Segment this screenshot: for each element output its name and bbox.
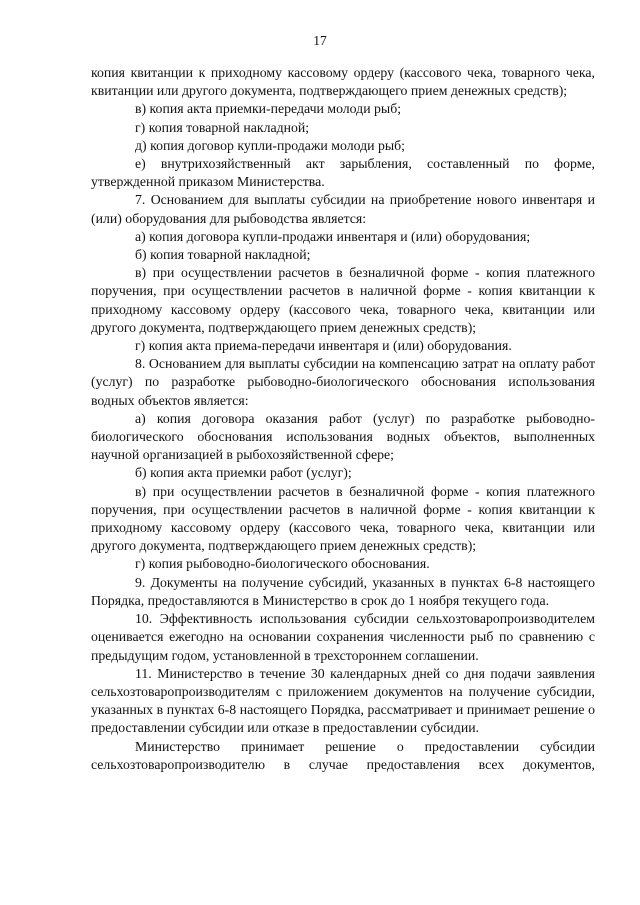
paragraph: Министерство принимает решение о предоставлении субсидии сельхозтоваропроизводителю в случае предоставления всех документов,: [91, 738, 595, 772]
paragraph: 7. Основанием для выплаты субсидии на приобретение нового инвентаря и (или) оборудования для рыбоводства является:: [91, 192, 595, 226]
paragraph: в) копия акта приемки-передачи молоди рыб;: [135, 101, 402, 117]
paragraph: д) копия договор купли-продажи молоди рыб;: [135, 137, 405, 153]
document-body: [91, 64, 595, 774]
paragraph: 10. Эффективность использования субсидии сельхозтоваропроизводителем оценивается ежегодно на основании сохранения численности рыб по сравнению с предыдущим годом, установленной в трехстороннем соглашении.: [91, 611, 595, 663]
paragraph: а) копия договора оказания работ (услуг) по разработке рыбоводно-биологического обоснования использования водных объектов, выполненных научной организацией в рыбохозяйственной сфере;: [91, 410, 595, 463]
paragraph: а) копия договора купли-продажи инвентаря и (или) оборудования;: [135, 228, 531, 244]
paragraph: в) при осуществлении расчетов в безналичной форме - копия платежного поручения, при осуществлении расчетов в наличной форме - копия квитанции к приходному кассовому ордеру (кассового чека, товарного чека, квитанции или другого документа, подтверждающего прием денежных средств);: [91, 265, 595, 335]
paragraph: 9. Документы на получение субсидий, указанных в пунктах 6-8 настоящего Порядка, предоставляются в Министерство в срок до 1 ноября текущего года.: [91, 574, 595, 608]
paragraph: е) внутрихозяйственный акт зарыбления, составленный по форме, утвержденной приказом Министерства.: [91, 156, 595, 190]
paragraph: в) при осуществлении расчетов в безналичной форме - копия платежного поручения, при осуществлении расчетов в наличной форме - копия квитанции к приходному кассовому ордеру (кассового чека, товарного чека, квитанции или другого документа, подтверждающего прием денежных средств);: [91, 483, 595, 554]
paragraph: б) копия товарной накладной;: [135, 247, 311, 263]
page-number: 17: [313, 33, 327, 48]
paragraph: г) копия товарной накладной;: [135, 119, 310, 135]
paragraph: копия квитанции к приходному кассовому ордеру (кассового чека, товарного чека, квитанции или другого документа, подтверждающего прием денежных средств);: [91, 65, 595, 99]
paragraph: г) копия акта приема-передачи инвентаря и (или) оборудования.: [135, 338, 512, 354]
paragraph: 8. Основанием для выплаты субсидии на компенсацию затрат на оплату работ (услуг) по разработке рыбоводно-биологического обоснования использования водных объектов является:: [91, 356, 595, 408]
paragraph: г) копия рыбоводно-биологического обоснования.: [135, 556, 430, 572]
paragraph: 11. Министерство в течение 30 календарных дней со дня подачи заявления сельхозтоваропроизводителям с приложением документов на получение субсидии, указанных в пунктах 6-8 настоящего Порядка, рассматривает и принимает решение о предоставлении субсидии или отказе в предоставлении субсидии.: [91, 665, 595, 736]
paragraph: б) копия акта приемки работ (услуг);: [135, 465, 352, 481]
